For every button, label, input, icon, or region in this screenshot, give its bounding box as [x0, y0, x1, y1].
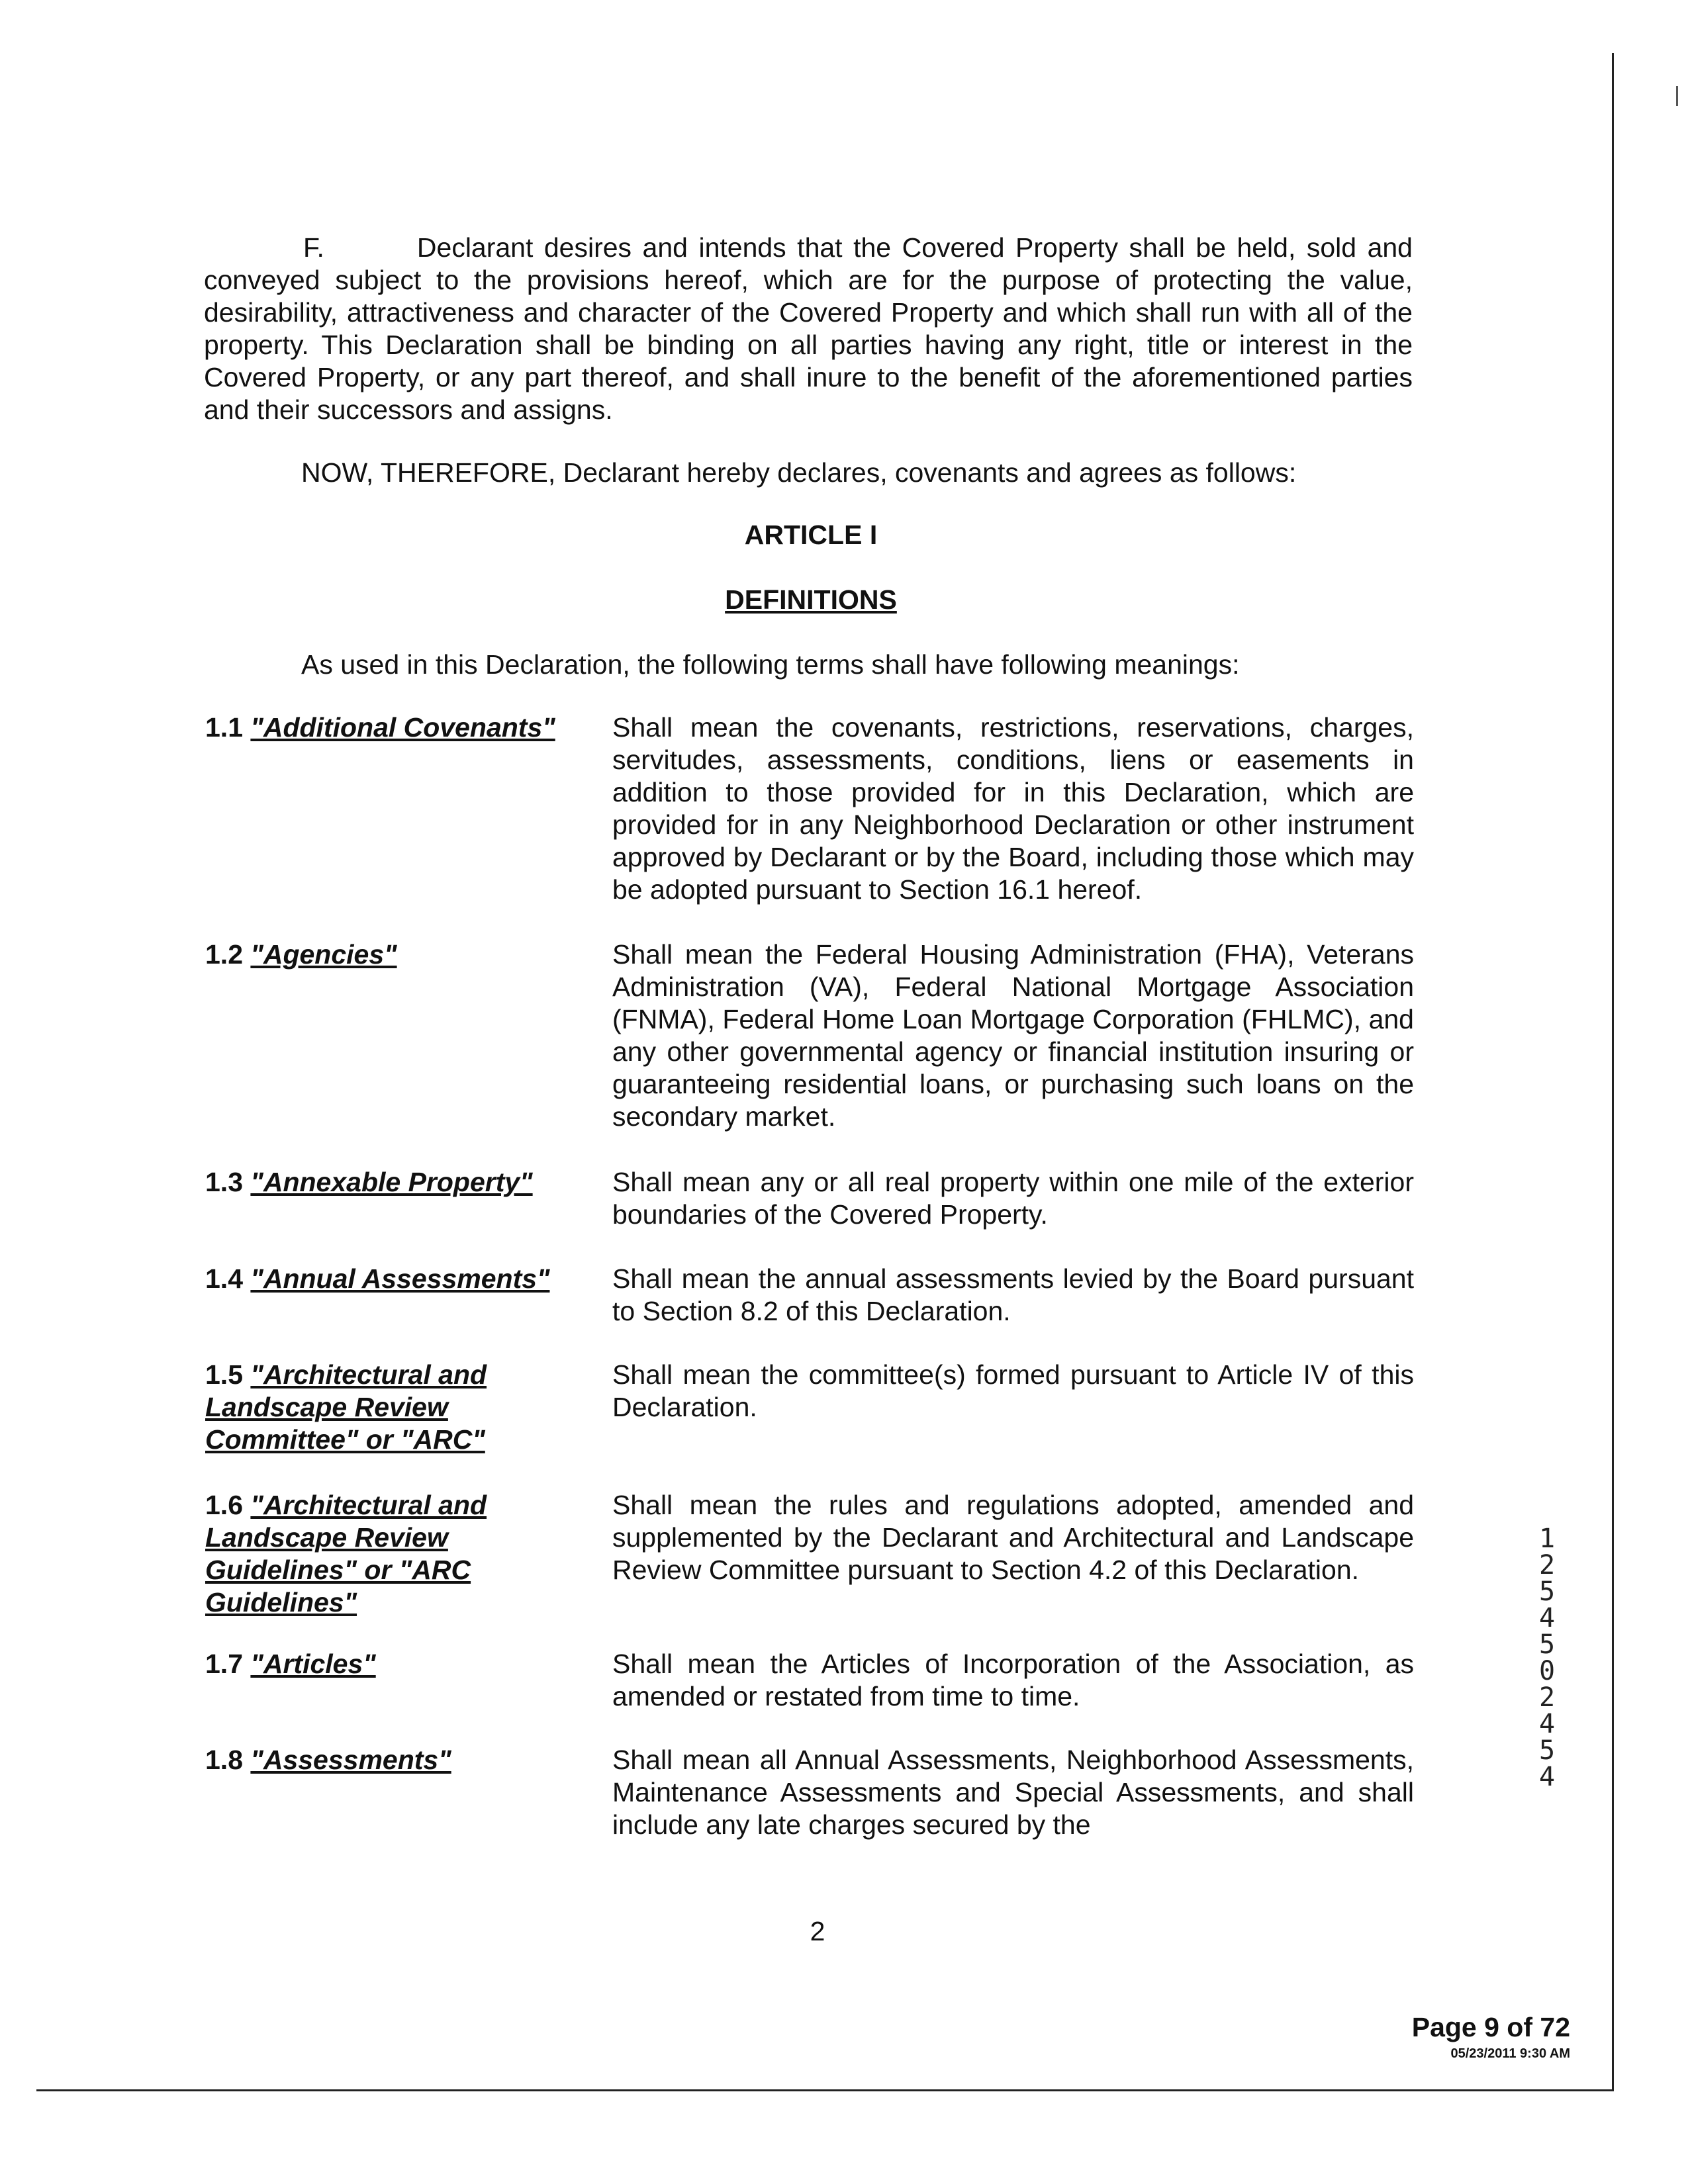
definition-term: 1.4 "Annual Assessments" [205, 1263, 550, 1294]
definition-text: Shall mean any or all real property within one mile of the exterior boundaries of the Covered Property. [612, 1167, 1414, 1230]
recording-page-stamp: Page 9 of 72 [1411, 2012, 1570, 2042]
definition-text: Shall mean all Annual Assessments, Neighborhood Assessments, Maintenance Assessments and Special Assessments, and shall include any late charges secured by the [612, 1745, 1414, 1840]
scan-edge-mark [1676, 86, 1678, 106]
definition-term: 1.2 "Agencies" [205, 939, 397, 970]
right-border-line [1612, 53, 1614, 2091]
definition-term: 1.7 "Articles" [205, 1649, 376, 1679]
code-digit: 4 [1538, 1762, 1556, 1792]
definition-term: 1.1 "Additional Covenants" [205, 712, 555, 743]
paragraph-f [204, 232, 1413, 426]
code-digit: 2 [1538, 1550, 1556, 1580]
definition-text: Shall mean the rules and regulations adopted, amended and supplemented by the Declarant and Architectural and Landscape Review Committee pursuant to Section 4.2 of this Declaration. [612, 1490, 1414, 1585]
recording-datetime-stamp: 05/23/2011 9:30 AM [1450, 2046, 1570, 2061]
now-therefore-clause: NOW, THEREFORE, Declarant hereby declares, covenants and agrees as follows: [301, 457, 1297, 488]
definitions-intro: As used in this Declaration, the following terms shall have following meanings: [301, 649, 1240, 680]
definition-term: 1.5 "Architectural and Landscape Review Committee" or "ARC" [205, 1359, 487, 1455]
definitions-heading: DEFINITIONS [725, 584, 897, 615]
definition-text: Shall mean the Federal Housing Administration (FHA), Veterans Administration (VA), Federal National Mortgage Association (FNMA), Federal Home Loan Mortgage Corporation (FHLMC), and any other governmental agency or financial institution insuring or guaranteeing residential loans, or purchasing such loans on the secondary market. [612, 939, 1414, 1132]
definition-text: Shall mean the committee(s) formed pursuant to Article IV of this Declaration. [612, 1359, 1414, 1422]
vertical-document-code [1530, 1525, 1564, 1790]
bottom-border-line [36, 2089, 1613, 2091]
definition-text: Shall mean the Articles of Incorporation of the Association, as amended or restated from time to time. [612, 1649, 1414, 1711]
definition-text: Shall mean the covenants, restrictions, reservations, charges, servitudes, assessments, conditions, liens or easements in addition to those provided for in this Declaration, which are provided for in any Neighborhood Declaration or other instrument approved by Declarant or by the Board, including those which may be adopted pursuant to Section 16.1 hereof. [612, 712, 1414, 905]
code-digit: 5 [1538, 1576, 1556, 1607]
definition-term: 1.8 "Assessments" [205, 1745, 451, 1775]
code-digit: 5 [1538, 1629, 1556, 1660]
article-heading: ARTICLE I [744, 520, 878, 550]
paragraph-f-label: F. [303, 232, 324, 263]
code-digit: 5 [1538, 1735, 1556, 1766]
code-digit: 4 [1538, 1709, 1556, 1739]
code-digit: 1 [1538, 1524, 1556, 1554]
code-digit: 4 [1538, 1603, 1556, 1633]
page-number: 2 [810, 1916, 825, 1946]
definition-term: 1.6 "Architectural and Landscape Review Guidelines" or "ARC Guidelines" [205, 1490, 487, 1617]
definition-text: Shall mean the annual assessments levied by the Board pursuant to Section 8.2 of this Declaration. [612, 1263, 1414, 1326]
paragraph-f-text: Declarant desires and intends that the Covered Property shall be held, sold and conveyed subject to the provisions hereof, which are for the purpose of protecting the value, desirability, attractiveness and character of the Covered Property and which shall run with all of the property. This Declaration shall be binding on all parties having any right, title or interest in the Covered Property, or any part thereof, and shall inure to the benefit of the aforementioned parties and their successors and assigns. [204, 232, 1413, 425]
definition-term: 1.3 "Annexable Property" [205, 1167, 533, 1197]
code-digit: 2 [1538, 1682, 1556, 1713]
code-digit: 0 [1538, 1656, 1556, 1686]
